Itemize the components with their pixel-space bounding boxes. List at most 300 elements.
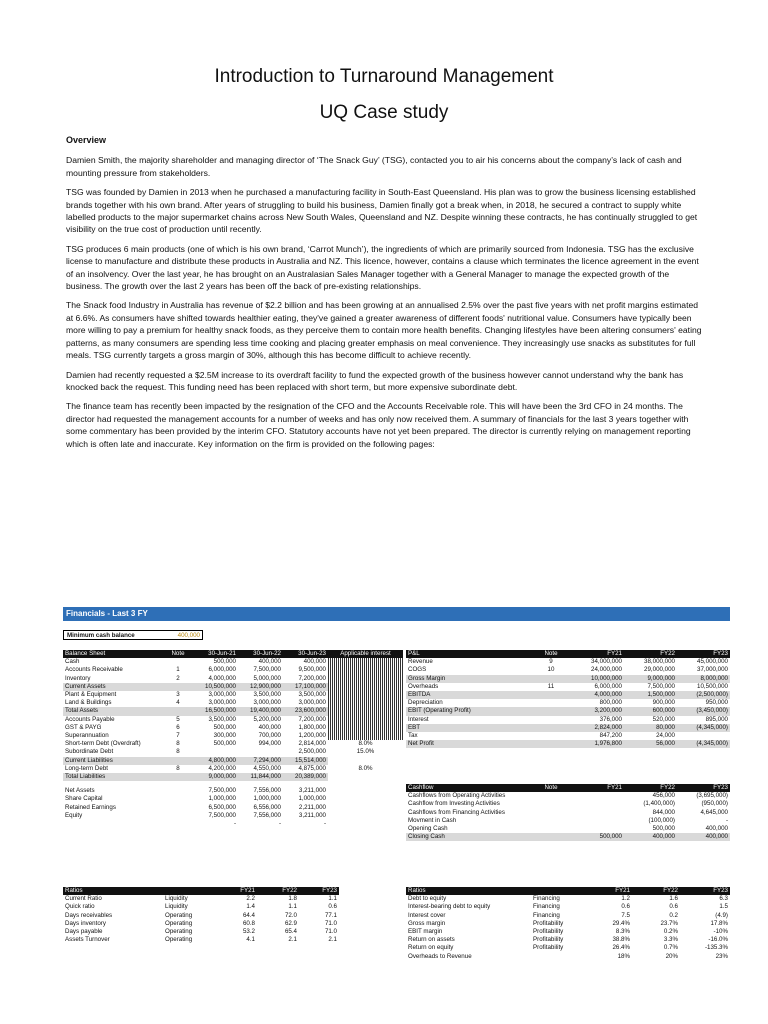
table-cell: 20% [665,952,678,960]
table-cell: 2,824,000 [571,724,624,732]
table-cell: Subordinate Debt [65,748,114,756]
table-cell: 71.0 [324,928,337,936]
table-cell: 7.5 [621,911,630,919]
paragraph-4: The Snack food Industry in Australia has revenue of $2.2 billion and has been growing at an annualised 2.5% over the past five years with net profit margins estimated at 6.6%. As consumers have shifted towards healthier eating, they've gained a greater awareness of different foods' nutritional value. Consumers have typically been more willing to pay a premium for healthy snack foods, as they perceive them to contain more health benefits. Changing lifestyles have been altering consumers' eating patterns, as many consumers are spending less time cooking and placing greater emphasis on meal convenience. They increasingly use snacks as substitutes for full meals. TSG currently targets a gross margin of 30%, although this has become difficult to achieve recently. [66,300,702,361]
table-cell [571,825,624,833]
table-cell: 500,000 [213,740,236,748]
table-cell: Days inventory [65,919,106,927]
table-cell: 7,200,000 [298,715,326,723]
table-cell: 3,000,000 [208,699,236,707]
table-cell: 8.0% [358,764,373,772]
table-cell: Retained Earnings [65,803,116,811]
table-cell: 4,550,000 [253,764,281,772]
header-cell: FY22 [624,650,677,658]
table-cell: Cashflows from Financing Activities [408,808,505,816]
table-cell: 60.8 [242,919,255,927]
table-cell [531,691,571,699]
table-cell: 6,556,000 [253,803,281,811]
table-cell: 2,211,000 [298,803,326,811]
table-cell: 1.5 [719,903,728,911]
table-cell: 24,000,000 [591,666,622,674]
table-cell: (3,450,000) [677,707,730,715]
table-row [406,817,730,825]
header-cell: FY21 [215,887,257,895]
table-cell: 1,000,000 [208,795,236,803]
table-cell [163,658,193,666]
table-cell: 12,900,000 [238,683,283,691]
header-cell: 30-Jun-22 [238,650,283,658]
table-cell: Plant & Equipment [65,691,117,699]
table-cell: 15,514,000 [283,757,328,765]
table-cell: 0.7% [663,944,678,952]
table-cell [193,748,238,756]
table-cell: 2,500,000 [298,748,326,756]
table-cell: 16,500,000 [193,707,238,715]
table-cell: 0.6 [669,903,678,911]
header-cell [163,887,215,895]
table-cell: 400,000 [258,658,281,666]
table-cell [531,817,571,825]
table-cell: 6 [176,723,180,731]
table-cell [531,724,571,732]
table-cell: 7,500,000 [647,682,675,690]
table-cell: 6.3 [719,895,728,903]
table-cell: 9,000,000 [624,675,677,683]
table-cell: Cashflow from Investing Activities [408,800,500,808]
table-cell: 8 [176,748,180,756]
table-cell: 520,000 [652,715,675,723]
table-header-row [406,784,730,792]
table-cell [531,809,571,817]
paragraph-6: The finance team has recently been impacted by the resignation of the CFO and the Accounts Receivable role. This will have been the 3rd CFO in 24 months. The director had requested the management accounts for a number of weeks and has only now received them. A summary of financials for the last 3 years together with some commentary has been provided by the interim CFO. Statutory accounts have not yet been prepared. The director is currently relying on management reporting which is often late and inaccurate. Key information on the firm is provided on the following pages: [66,401,691,449]
table-cell [328,757,403,765]
table-cell [531,953,584,961]
table-cell: Liquidity [165,895,188,903]
table-cell: -135.3% [704,944,728,952]
table-cell: 7,500,000 [208,787,236,795]
table-row [406,936,730,944]
table-header-row [63,887,339,895]
table-row [406,683,730,691]
table-cell: 1.4 [246,903,255,911]
header-cell: FY23 [677,650,730,658]
table-cell: Revenue [408,658,433,666]
table-cell: 10,500,000 [193,683,238,691]
table-cell: 10 [547,666,555,674]
table-cell: 1,800,000 [298,723,326,731]
table-cell: 6,500,000 [208,803,236,811]
table-row [63,804,403,812]
table-cell [163,707,193,715]
table-cell: 38,000,000 [644,658,675,666]
table-cell [328,716,403,724]
table-row [406,953,730,961]
table-cell: 7,200,000 [298,674,326,682]
table-cell [677,732,730,740]
table-cell: 400,000 [677,833,730,841]
table-row [63,658,403,666]
table-cell: -10% [713,928,728,936]
table-row [63,732,403,740]
table-cell: 7,556,000 [253,811,281,819]
table-cell: Long-term Debt [65,764,108,772]
table-cell: Profitability [533,919,564,927]
min-cash-value: 400,000 [177,632,200,639]
table-cell: 6,000,000 [208,666,236,674]
table-row [406,724,730,732]
table-cell: 1.8 [288,895,297,903]
financials-bar: Financials - Last 3 FY [63,607,730,621]
header-cell: Ratios [406,887,531,895]
table-cell: 80,000 [624,724,677,732]
table-cell [328,707,403,715]
table-cell [163,683,193,691]
table-cell: 62.9 [284,919,297,927]
table-cell: Current Liabilities [63,757,163,765]
table-cell: (4.9) [715,911,728,919]
table-cell: 2.1 [288,936,297,944]
table-cell [571,817,624,825]
table-cell: 11,844,000 [238,773,283,781]
table-cell: 500,000 [571,833,624,841]
table-cell: 1,500,000 [624,691,677,699]
table-cell [63,820,163,828]
table-cell: 77.1 [324,911,337,919]
table-cell: 3,500,000 [253,691,281,699]
table-cell: Movment in Cash [408,816,457,824]
table-cell: 10,500,000 [697,682,728,690]
table-cell: 900,000 [652,699,675,707]
table-cell [328,724,403,732]
header-cell: FY23 [299,887,339,895]
table-row [406,895,730,903]
table-cell: - [725,816,728,824]
table-cell: - [233,820,236,828]
table-cell: 2 [176,674,180,682]
table-cell: 844,000 [652,808,675,816]
table-row [63,740,403,748]
table-cell [571,800,624,808]
table-cell: 8 [176,764,180,772]
table-cell: Operating [165,928,193,936]
header-cell: 30-Jun-21 [193,650,238,658]
table-cell [163,812,193,820]
table-row [63,699,403,707]
table-cell: Financing [533,895,560,903]
table-cell: Overheads [408,682,439,690]
table-cell: 2,814,000 [298,740,326,748]
table-row [406,716,730,724]
table-row [63,812,403,820]
table-cell: 8 [176,740,180,748]
table-cell: (1,400,000) [643,800,675,808]
header-cell [531,887,584,895]
table-row [406,675,730,683]
table-cell: 2.1 [328,936,337,944]
table-cell: 400,000 [258,723,281,731]
table-cell: 64.4 [242,911,255,919]
table-row [406,825,730,833]
table-cell: 2.2 [246,895,255,903]
header-cell: FY23 [680,887,730,895]
table-cell: Tax [408,732,418,740]
table-cell [531,699,571,707]
header-cell: Applicable interest [328,650,403,658]
table-cell: 1.1 [288,903,297,911]
table-cell: 15.0% [356,748,375,756]
table-cell: (4,345,000) [677,740,730,748]
table-header-row [406,650,730,658]
table-cell: Gross margin [408,919,446,927]
table-cell: Inventory [65,674,91,682]
table-row [63,903,339,911]
table-cell: 5 [176,715,180,723]
table-cell: 7,500,000 [253,666,281,674]
table-cell: 994,000 [258,740,281,748]
table-cell: Return on equity [408,944,454,952]
table-cell [328,732,403,740]
header-cell: P&L [406,650,531,658]
table-cell [163,773,193,781]
table-cell: EBITDA [406,691,531,699]
table-row [406,691,730,699]
table-row [406,666,730,674]
header-cell: FY22 [624,784,677,792]
table-header-row [63,650,403,658]
table-cell: 7 [176,732,180,740]
table-cell: Profitability [533,944,564,952]
table-cell: 800,000 [599,699,622,707]
table-cell [163,795,193,803]
table-cell: EBIT margin [408,928,443,936]
table-row [63,675,403,683]
table-row [406,928,730,936]
header-cell: FY21 [571,650,624,658]
table-cell: Cashflows from Operating Activities [408,792,506,800]
table-cell: 17.8% [710,919,728,927]
table-cell: Gross Margin [406,675,531,683]
table-cell: 4 [176,699,180,707]
table-cell: 18% [617,952,630,960]
table-cell [328,812,403,820]
table-cell [328,787,403,795]
table-row [406,707,730,715]
table-cell [531,800,571,808]
ratios-right-table [406,887,730,961]
table-cell: 600,000 [624,707,677,715]
table-cell: 7,294,000 [238,757,283,765]
table-cell: 9 [549,658,553,666]
table-cell: Operating [165,936,193,944]
table-cell: 56,000 [624,740,677,748]
table-cell [531,792,571,800]
table-cell: 0.2% [663,928,678,936]
table-cell: 4.1 [246,936,255,944]
table-cell: 19,400,000 [238,707,283,715]
table-cell [328,804,403,812]
table-row [63,707,403,715]
table-cell [531,825,571,833]
table-cell: Operating [165,919,193,927]
table-cell: Current Ratio [65,895,102,903]
table-cell: Overheads to Revenue [408,952,472,960]
table-cell: Opening Cash [408,825,448,833]
table-cell: Quick ratio [65,903,95,911]
table-row [63,691,403,699]
table-cell: Total Assets [63,707,163,715]
table-cell [163,757,193,765]
overview-heading: Overview [66,135,107,145]
paragraph-3: TSG produces 6 main products (one of which is his own brand, ‘Carrot Munch’), the ingredients of which are primarily sourced from Indonesia. TSG has the exclusive license to manufacture and distribute these products in Australia and NZ. This licence, however, contains a clause which terminates the licence agreement in the event of an insolvency. Over the last year, he has brought on an Australasian Sales Manager together with a General Manager to manage the expected growth of the business. The growth over the last 2 years has been off the back of pre-existing relationships. [66,243,699,292]
table-cell: 500,000 [213,658,236,666]
table-row [406,833,730,841]
table-cell: 4,000,000 [571,691,624,699]
table-cell [531,740,571,748]
table-cell: Accounts Receivable [65,666,123,674]
table-cell: 3,000,000 [253,699,281,707]
table-cell: 24,000 [656,732,675,740]
table-cell [328,675,403,683]
table-cell: 10,000,000 [571,675,624,683]
table-cell: -16.0% [708,936,728,944]
paragraph-2: TSG was founded by Damien in 2013 when he purchased a manufacturing facility in South-East Queensland. His plan was to grow the business licensing established brands together with his own brand. After years of struggling to build his business, Damien finally got a break when, in 2018, he secured a contract to supply white labelled products to the major supermarket chains across New South Wales, Queensland and NZ. Despite winning these contracts, he has continually struggled to get visibility on the true cost of production until recently. [66,187,698,235]
table-cell: 400,000 [303,658,326,666]
table-cell [328,683,403,691]
table-cell: Cash [65,658,80,666]
table-cell: (3,695,000) [696,792,728,800]
table-cell [163,820,193,828]
table-row [406,944,730,952]
header-cell: Balance Sheet [63,650,163,658]
document-title: Introduction to Turnaround Management [214,66,554,87]
header-cell: FY21 [571,784,624,792]
table-cell: Assets Turnover [65,936,110,944]
table-cell: 4,800,000 [193,757,238,765]
table-cell: 29,000,000 [644,666,675,674]
header-cell: Ratios [63,887,163,895]
header-cell: FY22 [632,887,680,895]
table-row [63,765,403,773]
table-cell: 300,000 [213,732,236,740]
table-cell: Short-term Debt (Overdraft) [65,740,141,748]
table-cell: 1.2 [621,895,630,903]
paragraph-5: Damien had recently requested a $2.5M increase to its overdraft facility to fund the expected growth of the business however cannot understand why the bank has knocked back the request. This funding need has been replaced with short term, but more expensive subordinate debt. [66,369,684,392]
table-cell: COGS [408,666,427,674]
table-cell: 5,000,000 [253,674,281,682]
table-cell: 3.3% [663,936,678,944]
table-header-row [406,887,730,895]
table-row [406,740,730,748]
table-cell: 8.0% [358,740,373,748]
table-cell: 6,000,000 [594,682,622,690]
table-row [406,809,730,817]
table-cell: 1 [176,666,180,674]
table-cell: Interest-bearing debt to equity [408,903,491,911]
table-cell: 7,556,000 [253,787,281,795]
table-cell: 1.1 [328,895,337,903]
table-cell [328,666,403,674]
table-row [63,920,339,928]
table-cell: EBIT (Operating Profit) [406,707,531,715]
table-cell: 11 [547,682,555,690]
table-cell: 4,000,000 [208,674,236,682]
table-cell: 45,000,000 [697,658,728,666]
table-cell: 4,875,000 [298,764,326,772]
table-row [63,666,403,674]
table-row [406,920,730,928]
table-row [63,787,403,795]
min-cash-label: Minimum cash balance [67,632,135,639]
table-cell: 0.2 [669,911,678,919]
header-cell: FY22 [257,887,299,895]
table-cell: 65.4 [284,928,297,936]
table-cell: 950,000 [705,699,728,707]
header-cell: Note [163,650,193,658]
table-cell: - [323,820,326,828]
table-row [63,757,403,765]
table-cell: 23% [715,952,728,960]
table-cell: 9,500,000 [298,666,326,674]
table-cell: 26.4% [612,944,630,952]
table-cell: Days receivables [65,911,113,919]
table-cell: Profitability [533,928,564,936]
table-cell: 7,500,000 [208,811,236,819]
ratios-left-table [63,887,339,944]
overview-section [66,134,706,457]
table-cell: 34,000,000 [591,658,622,666]
table-cell: 5,200,000 [253,715,281,723]
table-cell: 376,000 [599,715,622,723]
table-cell: (950,000) [701,800,728,808]
table-cell: Superannuation [65,732,109,740]
table-row [63,748,403,756]
table-cell: 53.2 [242,928,255,936]
table-cell: 29.4% [612,919,630,927]
header-cell: 30-Jun-23 [283,650,328,658]
table-row [63,795,403,803]
document-subtitle: UQ Case study [319,102,449,123]
table-cell [328,658,403,666]
table-cell: 3,211,000 [298,787,326,795]
table-cell [328,820,403,828]
table-cell: Financing [533,911,560,919]
table-row [406,699,730,707]
table-cell: 1,000,000 [253,795,281,803]
table-cell: 895,000 [705,715,728,723]
table-cell [328,699,403,707]
table-cell: 1,976,800 [571,740,624,748]
table-row [63,724,403,732]
header-cell: FY21 [584,887,632,895]
paragraph-1: Damien Smith, the majority shareholder and managing director of ‘The Snack Guy’ (TSG), contacted you to air his concerns about the company’s lack of cash and mounting pressure from stakeholders. [66,155,682,178]
table-cell: 72.0 [284,911,297,919]
table-cell: Interest cover [408,911,446,919]
balance-sheet-table [63,650,403,828]
table-cell: 500,000 [652,825,675,833]
table-row [63,912,339,920]
table-cell: 0.6 [621,903,630,911]
table-cell: Operating [165,911,193,919]
table-cell: 400,000 [705,825,728,833]
table-cell: 71.0 [324,919,337,927]
table-row [406,792,730,800]
table-cell: Closing Cash [406,833,531,841]
table-cell: (2,500,000) [677,691,730,699]
table-cell: (100,000) [648,816,675,824]
table-row [63,928,339,936]
table-row [63,683,403,691]
table-cell: GST & PAYG [65,723,102,731]
